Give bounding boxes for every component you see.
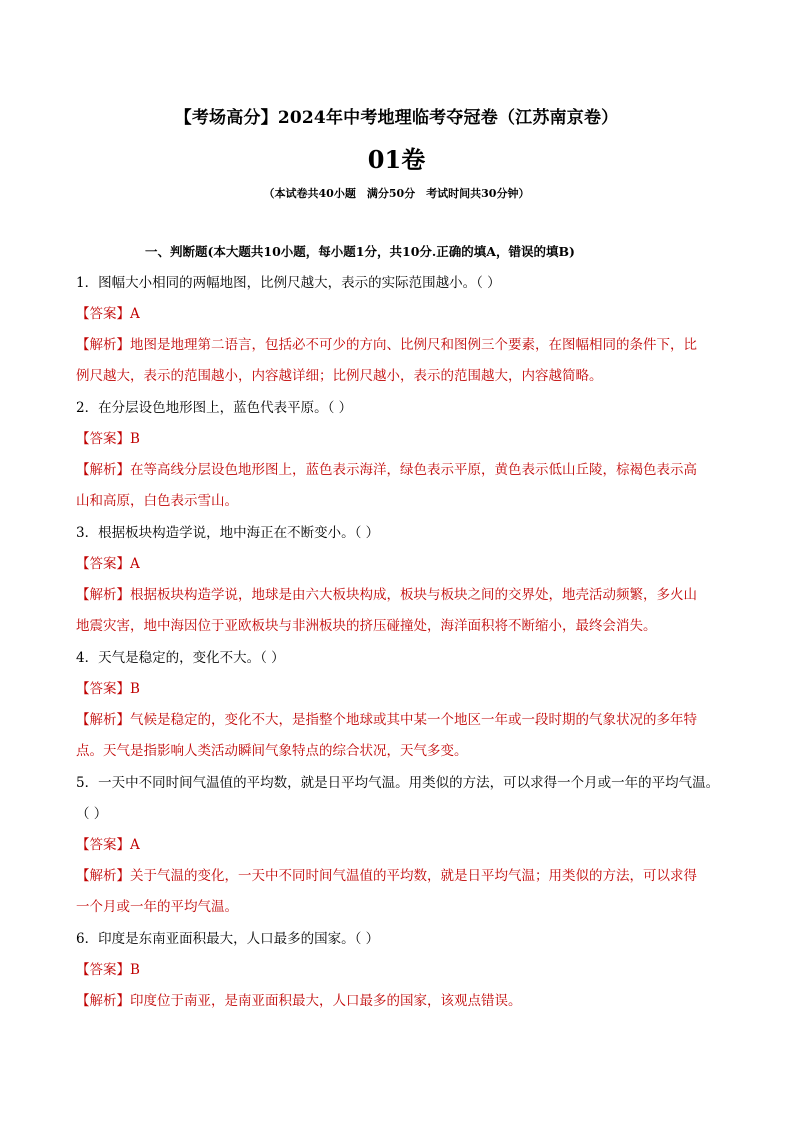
answer-tag: 【答案】 [76, 556, 130, 572]
answer-tag: 【答案】 [76, 837, 130, 853]
answer-tag: 【答案】 [76, 681, 130, 697]
answer-tag: 【答案】 [76, 306, 130, 322]
question-6 [76, 924, 736, 1017]
answer-line [76, 549, 736, 580]
analysis-text-cont: 地震灾害，地中海因位于亚欧板块与非洲板块的挤压碰撞处，海洋面积将不断缩小，最终会消失。 [76, 618, 657, 634]
analysis-text-cont: 山和高原，白色表示雪山。 [76, 493, 238, 509]
analysis-text: 在等高线分层设色地形图上，蓝色表示海洋，绿色表示平原，黄色表示低山丘陵，棕褐色表示高 [130, 462, 697, 478]
answer-value: A [130, 837, 140, 853]
question-5 [76, 768, 736, 923]
answer-value: B [130, 962, 140, 978]
analysis-text: 印度位于南亚，是南亚面积最大，人口最多的国家，该观点错误。 [130, 993, 522, 1009]
question-stem: 5．一天中不同时间气温值的平均数，就是日平均气温。用类似的方法，可以求得一个月或一年的平均气温。 [76, 775, 720, 791]
answer-value: A [130, 556, 140, 572]
answer-tag: 【答案】 [76, 431, 130, 447]
answer-value: B [130, 681, 140, 697]
analysis-text-cont: 例尺越大，表示的范围越小，内容越详细；比例尺越小，表示的范围越大，内容越简略。 [76, 368, 603, 384]
analysis-text: 气候是稳定的，变化不大，是指整个地球或其中某一个地区一年或一段时期的气象状况的多年特 [130, 712, 697, 728]
analysis-tag: 【解析】 [76, 712, 130, 728]
answer-line [76, 299, 736, 330]
analysis-line [76, 986, 736, 1017]
exam-meta: （本试卷共40小题 满分50分 考试时间共30分钟） [263, 187, 530, 200]
analysis-text: 关于气温的变化，一天中不同时间气温值的平均数，就是日平均气温；用类似的方法，可以求得 [130, 868, 697, 884]
analysis-tag: 【解析】 [76, 587, 130, 603]
analysis-text-cont: 一个月或一年的平均气温。 [76, 899, 238, 915]
question-stem: 1．图幅大小相同的两幅地图，比例尺越大，表示的实际范围越小。（ ） [76, 275, 501, 291]
analysis-text: 根据板块构造学说，地球是由六大板块构成，板块与板块之间的交界处，地壳活动频繁，多火山 [130, 587, 697, 603]
analysis-line [76, 861, 736, 892]
answer-value: B [130, 431, 140, 447]
answer-line [76, 955, 736, 986]
answer-line [76, 674, 736, 705]
analysis-tag: 【解析】 [76, 868, 130, 884]
question-3 [76, 518, 736, 642]
analysis-tag: 【解析】 [76, 462, 130, 478]
question-stem-cont: （ ） [76, 806, 108, 822]
analysis-text-cont: 点。天气是指影响人类活动瞬间气象特点的综合状况，天气多变。 [76, 743, 468, 759]
analysis-line [76, 705, 736, 736]
answer-tag: 【答案】 [76, 962, 130, 978]
question-2 [76, 393, 736, 517]
question-stem: 4．天气是稳定的，变化不大。（ ） [76, 650, 285, 666]
analysis-tag: 【解析】 [76, 337, 130, 353]
question-stem: 3．根据板块构造学说，地中海正在不断变小。（ ） [76, 525, 380, 541]
analysis-line [76, 580, 736, 611]
analysis-text: 地图是地理第二语言，包括必不可少的方向、比例尺和图例三个要素，在图幅相同的条件下，比 [130, 337, 697, 353]
question-stem: 2．在分层设色地形图上，蓝色代表平原。（ ） [76, 400, 353, 416]
analysis-line [76, 330, 736, 361]
analysis-tag: 【解析】 [76, 993, 130, 1009]
question-4 [76, 643, 736, 767]
answer-line [76, 424, 736, 455]
volume-label: 01卷 [367, 145, 426, 174]
document-title: 【考场高分】2024年中考地理临考夺冠卷（江苏南京卷） [174, 108, 619, 128]
question-stem: 6．印度是东南亚面积最大，人口最多的国家。（ ） [76, 931, 380, 947]
answer-value: A [130, 306, 140, 322]
analysis-line [76, 455, 736, 486]
question-1 [76, 268, 736, 392]
section-heading: 一、判断题(本大题共10小题，每小题1分，共10分.正确的填A，错误的填B) [145, 244, 575, 259]
answer-line [76, 830, 736, 861]
